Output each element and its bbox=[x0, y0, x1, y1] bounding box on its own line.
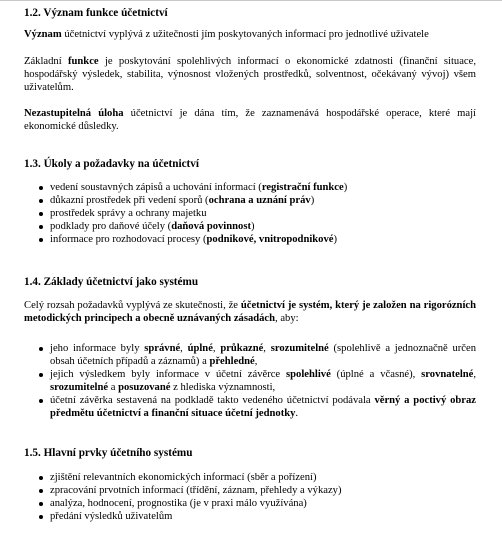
paragraph-funkce: Základní funkce je poskytování spolehlivých informací o ekonomické zdatnosti (finanční situace, hospodářský výsledek, stabilita, výnosnost vložených prostředků, solventnost, očekávaný vývoj) všem uživatelům. bbox=[24, 56, 476, 93]
list-item: vedení soustavných zápisů a uchování informací (registrační funkce) bbox=[24, 181, 476, 194]
requirements-list bbox=[24, 342, 476, 420]
page-top-divider bbox=[0, 0, 502, 1]
list-item: jejich výsledkem byly informace v účetní závěrce spolehlivé (úplné a včasné), srovnatelné, srozumitelné a posuzované z hlediska významnosti, bbox=[24, 368, 476, 394]
system-elements-list bbox=[24, 471, 476, 523]
section-heading-1-4: 1.4. Základy účetnictví jako systému bbox=[24, 276, 199, 288]
section-heading-1-3: 1.3. Úkoly a požadavky na účetnictví bbox=[24, 158, 199, 170]
list-item: informace pro rozhodovací procesy (podnikové, vnitropodnikové) bbox=[24, 233, 476, 246]
paragraph-vyznam: Význam účetnictví vyplývá z užitečnosti jím poskytovaných informací pro jednotlivé uživatele bbox=[24, 29, 429, 40]
list-item: prostředek správy a ochrany majetku bbox=[24, 207, 476, 220]
section-heading-1-5: 1.5. Hlavní prvky účetního systému bbox=[24, 447, 193, 459]
paragraph-uloha: Nezastupitelná úloha účetnictví je dána tím, že zaznamenává hospodářské operace, které mají ekonomické důsledky. bbox=[24, 108, 476, 132]
list-item: účetní závěrka sestavená na podkladě takto vedeného účetnictví podávala věrný a poctivý obraz předmětu účetnictví a finanční situace účetní jednotky. bbox=[24, 394, 476, 420]
list-item: analýza, hodnocení, prognostika (je v praxi málo využívána) bbox=[24, 497, 476, 510]
list-item: důkazní prostředek při vedení sporů (ochrana a uznání práv) bbox=[24, 194, 476, 207]
list-item: podklady pro daňové účely (daňová povinnost) bbox=[24, 220, 476, 233]
list-item: zjištění relevantních ekonomických informací (sběr a pořízení) bbox=[24, 471, 476, 484]
list-item: zpracování prvotních informací (třídění, záznam, přehledy a výkazy) bbox=[24, 484, 476, 497]
section-heading-1-2: 1.2. Význam funkce účetnictví bbox=[24, 7, 168, 19]
list-item: jeho informace byly správné, úplné, průkazné, srozumitelné (spolehlivě a jednoznačně určen obsah účetních případů a záznamů) a přehledné, bbox=[24, 342, 476, 368]
tasks-list bbox=[24, 181, 476, 246]
paragraph-system: Celý rozsah požadavků vyplývá ze skutečnosti, že účetnictví je systém, který je založen na rigorózních metodických principech a obecně uznávaných zásadách, aby: bbox=[24, 300, 476, 324]
list-item: předání výsledků uživatelům bbox=[24, 510, 476, 523]
